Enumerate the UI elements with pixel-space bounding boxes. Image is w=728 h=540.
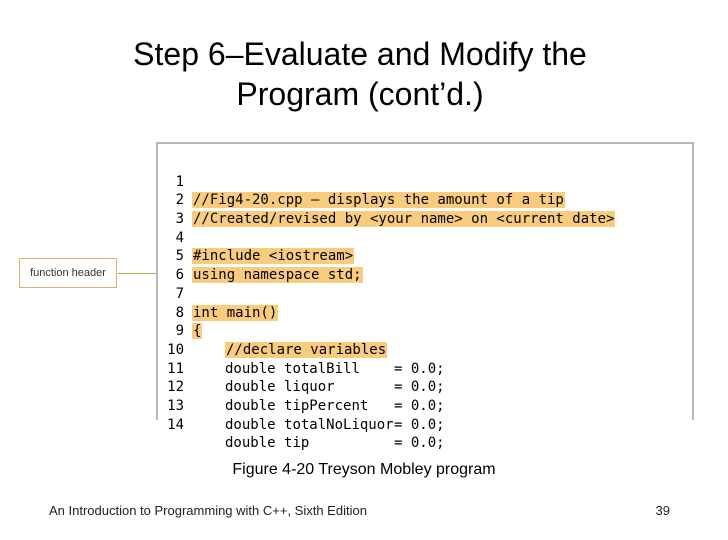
line-number: 2 bbox=[175, 192, 184, 209]
function-header-callout: function header bbox=[19, 258, 117, 288]
code-type: double bbox=[225, 416, 276, 433]
code-type: double bbox=[225, 360, 276, 377]
footer-book-title: An Introduction to Programming with C++, Sixth Edition bbox=[49, 503, 367, 518]
figure-caption: Figure 4-20 Treyson Mobley program bbox=[232, 461, 496, 478]
code-text: #include <iostream> bbox=[193, 248, 354, 265]
line-number: 12 bbox=[167, 379, 184, 396]
code-identifier: tipPercent bbox=[284, 397, 369, 414]
slide-title-line-2: Program (cont’d.) bbox=[236, 76, 484, 112]
line-number: 6 bbox=[175, 267, 184, 284]
code-type: double bbox=[225, 379, 276, 396]
code-type: double bbox=[225, 397, 276, 414]
line-number: 14 bbox=[167, 416, 184, 433]
line-number: 11 bbox=[167, 360, 184, 377]
code-initializer: = 0.0; bbox=[394, 435, 445, 452]
code-line-8 bbox=[156, 285, 207, 340]
line-number: 1 bbox=[175, 173, 184, 190]
line-number: 4 bbox=[175, 229, 184, 246]
page-number: 39 bbox=[655, 503, 670, 518]
code-text: int main() bbox=[193, 304, 278, 321]
slide-title bbox=[0, 34, 720, 114]
code-identifier: liquor bbox=[284, 379, 335, 396]
code-listing bbox=[156, 142, 694, 452]
code-text: { bbox=[193, 323, 202, 340]
code-line-3 bbox=[156, 191, 207, 228]
line-number: 3 bbox=[175, 211, 184, 228]
code-initializer: = 0.0; bbox=[394, 360, 445, 377]
code-identifier: tip bbox=[284, 435, 310, 452]
line-number: 13 bbox=[167, 397, 184, 414]
line-number: 7 bbox=[175, 285, 184, 302]
code-line-6 bbox=[156, 247, 207, 284]
code-line-4 bbox=[156, 210, 354, 265]
code-initializer: = 0.0; bbox=[394, 416, 445, 433]
code-text: using namespace std; bbox=[193, 267, 362, 284]
code-identifier: totalNoLiquor bbox=[284, 416, 394, 433]
line-number: 9 bbox=[175, 323, 184, 340]
code-initializer: = 0.0; bbox=[394, 397, 445, 414]
line-number: 8 bbox=[175, 304, 184, 321]
code-type: double bbox=[225, 435, 276, 452]
code-text: //declare variables bbox=[226, 341, 387, 358]
code-text: //Fig4-20.cpp – displays the amount of a tip bbox=[193, 192, 564, 209]
line-number: 5 bbox=[175, 248, 184, 265]
code-text: //Created/revised by <your name> on <current date> bbox=[193, 211, 615, 228]
code-line-1 bbox=[156, 154, 564, 209]
line-number: 10 bbox=[167, 341, 184, 358]
code-identifier: totalBill bbox=[284, 360, 360, 377]
slide-title-line-1: Step 6–Evaluate and Modify the bbox=[133, 36, 587, 72]
code-initializer: = 0.0; bbox=[394, 379, 445, 396]
